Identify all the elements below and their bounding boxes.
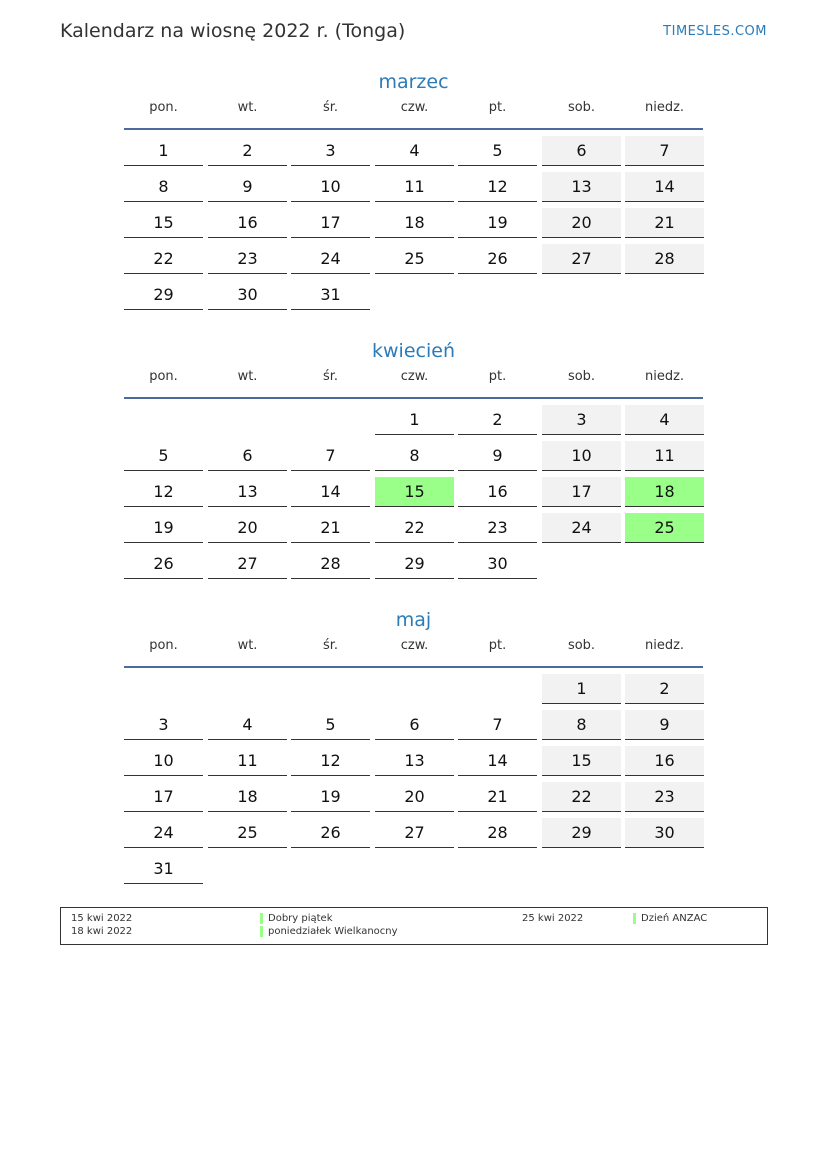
day-cell[interactable]: 20 (542, 208, 621, 238)
day-cell[interactable]: 28 (291, 549, 370, 579)
legend-name: Dzień ANZAC (641, 913, 708, 924)
day-cell[interactable]: 14 (291, 477, 370, 507)
day-cell[interactable]: 1 (124, 136, 203, 166)
day-cell[interactable]: 29 (542, 818, 621, 848)
weekday-label: sob. (567, 100, 596, 115)
day-cell[interactable]: 10 (124, 746, 203, 776)
day-cell[interactable]: 19 (124, 513, 203, 543)
day-cell[interactable]: 9 (208, 172, 287, 202)
day-cell[interactable]: 27 (542, 244, 621, 274)
day-cell[interactable]: 30 (625, 818, 704, 848)
weekday-label: śr. (322, 100, 339, 115)
header-divider (124, 397, 703, 399)
day-cell[interactable]: 25 (375, 244, 454, 274)
day-cell[interactable]: 26 (291, 818, 370, 848)
day-cell[interactable]: 8 (542, 710, 621, 740)
day-cell[interactable]: 31 (124, 854, 203, 884)
holiday-day-cell[interactable]: 25 (625, 513, 704, 543)
weekday-header (124, 638, 703, 666)
day-cell[interactable]: 26 (124, 549, 203, 579)
day-cell[interactable]: 9 (458, 441, 537, 471)
day-cell[interactable]: 12 (458, 172, 537, 202)
day-cell[interactable]: 7 (291, 441, 370, 471)
holiday-legend (60, 907, 768, 945)
weekday-label: niedz. (644, 638, 685, 653)
month-name: kwiecień (372, 340, 455, 362)
legend-date: 18 kwi 2022 (71, 926, 133, 937)
day-cell[interactable]: 12 (291, 746, 370, 776)
day-cell[interactable]: 19 (458, 208, 537, 238)
weekday-label: niedz. (644, 369, 685, 384)
day-cell[interactable]: 6 (542, 136, 621, 166)
day-cell[interactable]: 24 (291, 244, 370, 274)
day-cell[interactable]: 12 (124, 477, 203, 507)
day-cell[interactable]: 14 (625, 172, 704, 202)
day-cell[interactable]: 1 (542, 674, 621, 704)
day-cell[interactable]: 11 (208, 746, 287, 776)
day-cell[interactable]: 25 (208, 818, 287, 848)
brand-link[interactable]: TIMESLES.COM (663, 24, 767, 39)
day-cell[interactable]: 22 (124, 244, 203, 274)
weekday-label: wt. (237, 638, 258, 653)
day-cell[interactable]: 3 (124, 710, 203, 740)
day-cell[interactable]: 4 (375, 136, 454, 166)
weekday-label: pon. (149, 638, 178, 653)
weekday-label: czw. (400, 638, 429, 653)
day-cell[interactable]: 9 (625, 710, 704, 740)
day-cell[interactable]: 22 (542, 782, 621, 812)
day-cell[interactable]: 22 (375, 513, 454, 543)
month-march (124, 68, 703, 304)
day-cell[interactable]: 5 (458, 136, 537, 166)
month-april (124, 337, 703, 573)
day-cell[interactable]: 16 (208, 208, 287, 238)
day-cell[interactable]: 24 (124, 818, 203, 848)
day-cell[interactable]: 6 (375, 710, 454, 740)
day-cell[interactable]: 30 (208, 280, 287, 310)
weekday-label: pt. (488, 100, 507, 115)
day-cell[interactable]: 29 (124, 280, 203, 310)
day-cell[interactable]: 27 (208, 549, 287, 579)
day-cell[interactable]: 4 (625, 405, 704, 435)
weekday-label: sob. (567, 369, 596, 384)
day-cell[interactable]: 1 (375, 405, 454, 435)
day-cell[interactable]: 28 (625, 244, 704, 274)
header-divider (124, 128, 703, 130)
month-may (124, 606, 703, 878)
day-cell[interactable]: 16 (458, 477, 537, 507)
day-cell[interactable]: 10 (542, 441, 621, 471)
day-cell[interactable]: 15 (124, 208, 203, 238)
day-cell[interactable]: 8 (375, 441, 454, 471)
weekday-header (124, 100, 703, 128)
page-title: Kalendarz na wiosnę 2022 r. (Tonga) (60, 20, 406, 42)
weekday-label: pon. (149, 369, 178, 384)
day-cell[interactable]: 2 (625, 674, 704, 704)
day-cell[interactable]: 4 (208, 710, 287, 740)
day-cell[interactable]: 13 (208, 477, 287, 507)
day-cell[interactable]: 23 (208, 244, 287, 274)
day-cell[interactable]: 17 (124, 782, 203, 812)
day-cell[interactable]: 21 (458, 782, 537, 812)
day-cell[interactable]: 2 (208, 136, 287, 166)
day-cell[interactable]: 23 (458, 513, 537, 543)
weekday-label: wt. (237, 100, 258, 115)
day-cell[interactable]: 5 (291, 710, 370, 740)
day-cell[interactable]: 18 (208, 782, 287, 812)
day-cell[interactable]: 15 (542, 746, 621, 776)
day-cell[interactable]: 20 (208, 513, 287, 543)
day-cell[interactable]: 7 (458, 710, 537, 740)
holiday-day-cell[interactable]: 15 (375, 477, 454, 507)
day-cell[interactable]: 19 (291, 782, 370, 812)
legend-color-marker (633, 913, 636, 924)
day-cell[interactable]: 26 (458, 244, 537, 274)
header-divider (124, 666, 703, 668)
day-cell[interactable]: 21 (625, 208, 704, 238)
legend-name: poniedziałek Wielkanocny (268, 926, 398, 937)
day-cell[interactable]: 13 (375, 746, 454, 776)
day-cell[interactable]: 20 (375, 782, 454, 812)
weekday-label: wt. (237, 369, 258, 384)
holiday-day-cell[interactable]: 18 (625, 477, 704, 507)
month-name: maj (395, 609, 432, 631)
day-cell[interactable]: 21 (291, 513, 370, 543)
day-cell[interactable]: 11 (625, 441, 704, 471)
legend-date: 15 kwi 2022 (71, 913, 133, 924)
day-cell[interactable]: 5 (124, 441, 203, 471)
day-cell[interactable]: 18 (375, 208, 454, 238)
day-cell[interactable]: 2 (458, 405, 537, 435)
weekday-label: niedz. (644, 100, 685, 115)
weekday-label: pt. (488, 369, 507, 384)
day-cell[interactable]: 8 (124, 172, 203, 202)
legend-date: 25 kwi 2022 (522, 913, 584, 924)
day-cell[interactable]: 30 (458, 549, 537, 579)
day-cell[interactable]: 17 (542, 477, 621, 507)
weekday-label: sob. (567, 638, 596, 653)
legend-name: Dobry piątek (268, 913, 333, 924)
weekday-label: czw. (400, 100, 429, 115)
day-cell[interactable]: 29 (375, 549, 454, 579)
month-name: marzec (378, 71, 449, 93)
day-cell[interactable]: 3 (542, 405, 621, 435)
day-cell[interactable]: 24 (542, 513, 621, 543)
day-cell[interactable]: 3 (291, 136, 370, 166)
day-cell[interactable]: 11 (375, 172, 454, 202)
weekday-label: czw. (400, 369, 429, 384)
legend-color-marker (260, 913, 263, 924)
day-cell[interactable]: 27 (375, 818, 454, 848)
day-cell[interactable]: 10 (291, 172, 370, 202)
day-cell[interactable]: 13 (542, 172, 621, 202)
day-cell[interactable]: 7 (625, 136, 704, 166)
legend-color-marker (260, 926, 263, 937)
day-cell[interactable]: 17 (291, 208, 370, 238)
weekday-label: śr. (322, 638, 339, 653)
day-cell[interactable]: 28 (458, 818, 537, 848)
day-cell[interactable]: 16 (625, 746, 704, 776)
day-cell[interactable]: 14 (458, 746, 537, 776)
weekday-label: śr. (322, 369, 339, 384)
day-cell[interactable]: 31 (291, 280, 370, 310)
day-cell[interactable]: 6 (208, 441, 287, 471)
weekday-label: pon. (149, 100, 178, 115)
weekday-label: pt. (488, 638, 507, 653)
weekday-header (124, 369, 703, 397)
day-cell[interactable]: 23 (625, 782, 704, 812)
